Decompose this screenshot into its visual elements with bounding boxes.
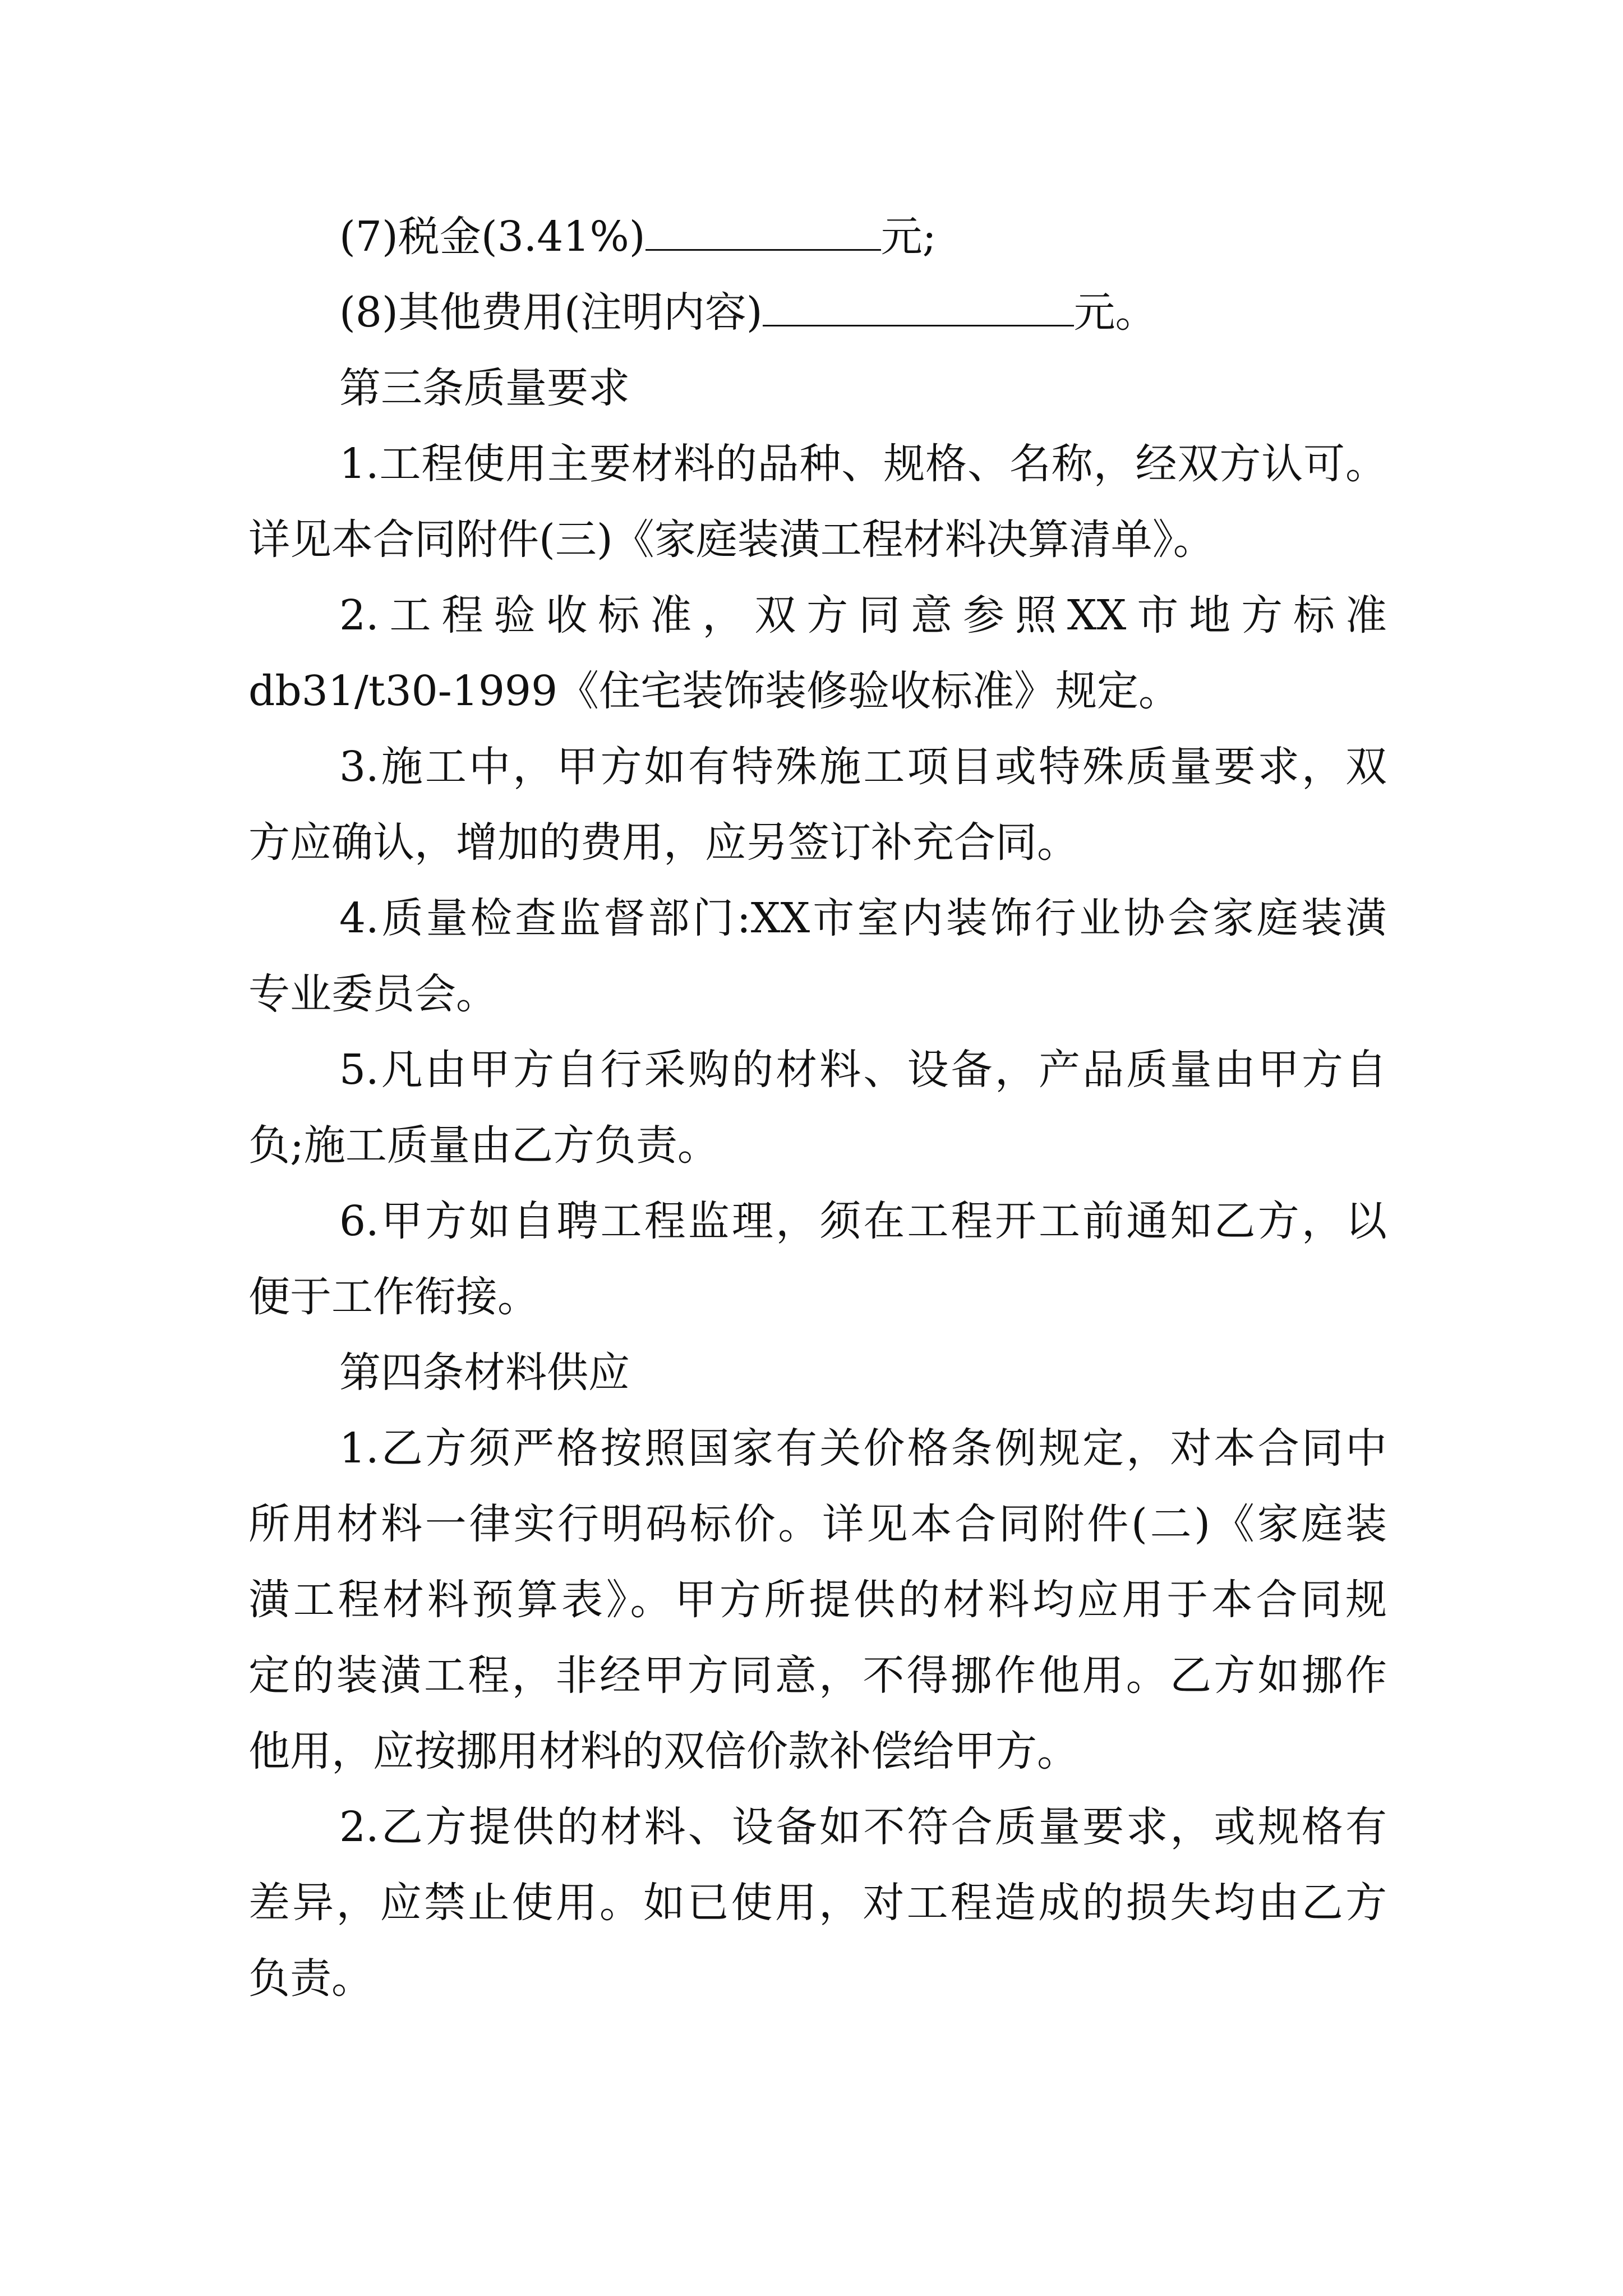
paragraph-line: 1.工程使用主要材料的品种、规格、名称，经双方认可。 xyxy=(339,440,1387,488)
other-fees-line xyxy=(248,275,1387,351)
article-3-paragraph-5 xyxy=(248,1032,1387,1184)
tax-unit: 元; xyxy=(880,213,937,261)
paragraph-line: 专业委员会。 xyxy=(248,970,497,1018)
tax-line xyxy=(248,199,1387,275)
tax-amount-blank xyxy=(645,210,881,251)
paragraph-line: 定的装潢工程，非经甲方同意，不得挪作他用。乙方如挪作 xyxy=(248,1651,1387,1700)
paragraph-line: 方应确认，增加的费用，应另签订补充合同。 xyxy=(248,818,1078,867)
paragraph-line: 1.乙方须严格按照国家有关价格条例规定，对本合同中 xyxy=(339,1424,1387,1473)
article-3-paragraph-1 xyxy=(248,426,1387,578)
article-4-paragraph-2 xyxy=(248,1789,1387,2017)
paragraph-line: 5.凡由甲方自行采购的材料、设备，产品质量由甲方自 xyxy=(339,1046,1387,1094)
article-3-paragraph-3 xyxy=(248,729,1387,881)
paragraph-line: 差异，应禁止使用。如已使用，对工程造成的损失均由乙方 xyxy=(248,1879,1387,1927)
article-3-title: 第三条质量要求 xyxy=(339,364,630,412)
paragraph-line: 详见本合同附件(三)《家庭装潢工程材料决算清单》。 xyxy=(248,516,1215,564)
article-4-title: 第四条材料供应 xyxy=(339,1349,630,1397)
article-4-paragraph-1 xyxy=(248,1411,1387,1789)
paragraph-line: 3.施工中，甲方如有特殊施工项目或特殊质量要求，双 xyxy=(339,743,1387,791)
article-3-paragraph-2 xyxy=(248,578,1387,729)
paragraph-line: 6.甲方如自聘工程监理，须在工程开工前通知乙方，以 xyxy=(339,1197,1387,1245)
paragraph-line: 潢工程材料预算表》。甲方所提供的材料均应用于本合同规 xyxy=(248,1576,1387,1624)
paragraph-line: db31/t30-1999《住宅装饰装修验收标准》规定。 xyxy=(248,667,1181,715)
other-fees-label: (8)其他费用(注明内容) xyxy=(339,288,763,337)
other-fees-unit: 元。 xyxy=(1073,288,1157,337)
other-fees-blank xyxy=(763,286,1074,326)
paragraph-line: 便于工作衔接。 xyxy=(248,1273,539,1321)
paragraph-line: 负责。 xyxy=(248,1954,373,2003)
paragraph-line: 他用，应按挪用材料的双倍价款补偿给甲方。 xyxy=(248,1727,1078,1775)
article-3-paragraph-4 xyxy=(248,881,1387,1032)
paragraph-line: 2.工程验收标准，双方同意参照XX市地方标准 xyxy=(339,591,1387,639)
article-3-paragraph-6 xyxy=(248,1184,1387,1335)
tax-label: (7)税金(3.41%) xyxy=(339,213,645,261)
paragraph-line: 2.乙方提供的材料、设备如不符合质量要求，或规格有 xyxy=(339,1803,1387,1851)
paragraph-line: 所用材料一律实行明码标价。详见本合同附件(二)《家庭装 xyxy=(248,1500,1387,1548)
paragraph-line: 负;施工质量由乙方负责。 xyxy=(248,1121,719,1170)
paragraph-line: 4.质量检查监督部门:XX市室内装饰行业协会家庭装潢 xyxy=(339,894,1387,942)
document-body xyxy=(248,199,1387,2017)
